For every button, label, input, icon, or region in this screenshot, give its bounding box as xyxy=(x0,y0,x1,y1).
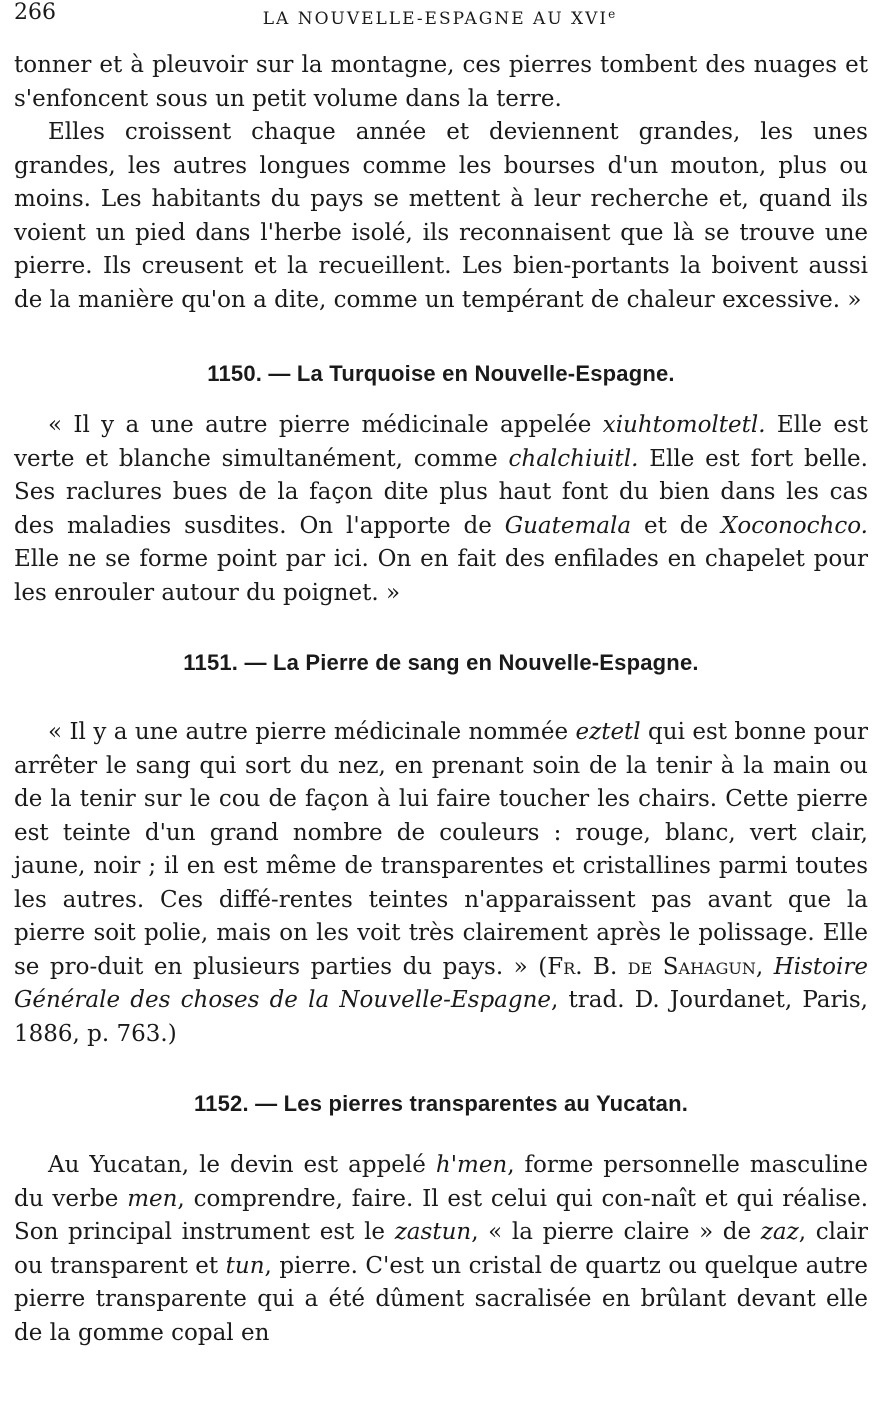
section-1152-paragraph: Au Yucatan, le devin est appelé h'men, forme personnelle masculine du verbe men, comprendre, faire. Il est celui qui con-naît et qui réalise. Son principal instrument est le zastun, « la pierre claire » de zaz, clair ou transparent et tun, pierre. C'est un cristal de quartz ou quelque autre pierre transparente qui a été dûment sacralisée en brûlant devant elle de la gomme copal en xyxy=(14,1152,869,1346)
term-zaz: zaz xyxy=(760,1219,799,1245)
section-heading-1151 xyxy=(14,648,868,678)
section-number: 1151. xyxy=(183,650,239,675)
heading-dash: — xyxy=(268,361,291,386)
term-chalchiuitl: chalchiuitl. xyxy=(508,445,639,472)
term-zastun: zastun xyxy=(394,1219,472,1245)
term-men: men xyxy=(127,1185,178,1212)
heading-dash: — xyxy=(244,650,267,675)
section-heading-1150 xyxy=(14,359,868,389)
place-xoconochco: Xoconochco. xyxy=(721,512,868,539)
section-number: 1152. xyxy=(193,1091,249,1116)
page-header xyxy=(14,0,864,30)
section-title: La Turquoise en Nouvelle-Espagne. xyxy=(296,361,675,386)
intro-paragraph-1: tonner et à pleuvoir sur la montagne, ces pierres tombent des nuages et s'enfoncent sous un petit volume dans la terre. xyxy=(14,52,868,112)
author-name: Fr. B. de Sahagun xyxy=(547,953,756,980)
section-heading-1152 xyxy=(14,1089,868,1119)
term-tun: tun xyxy=(225,1252,265,1279)
section-title: La Pierre de sang en Nouvelle-Espagne. xyxy=(272,650,699,675)
section-1150-paragraph: « Il y a une autre pierre médicinale appelée xiuhtomoltetl. Elle est verte et blanche simultanément, comme chalchiuitl. Elle est fort belle. Ses raclures bues de la façon dite plus haut font du bien dans les cas des maladies susdites. On l'apporte de Guatemala et de Xoconochco. Elle ne se forme point par ici. On en fait des enfilades en chapelet pour les enrouler autour du poignet. » xyxy=(14,412,868,606)
term-xiuhtomoltetl: xiuhtomoltetl. xyxy=(602,412,766,438)
page-body xyxy=(14,49,868,1350)
running-title-text: LA NOUVELLE-ESPAGNE AU XVI xyxy=(262,9,609,29)
page-number: 266 xyxy=(14,0,56,25)
term-eztetl: eztetl xyxy=(575,719,641,745)
section-1151-paragraph: « Il y a une autre pierre médicinale nommée eztetl qui est bonne pour arrêter le sang qui sort du nez, en prenant soin de la tenir à la main ou de la tenir sur le cou de façon à lui faire toucher les chairs. Cette pierre est teinte d'un grand nombre de couleurs : rouge, blanc, vert clair, jaune, noir ; il en est même de transparentes et cristallines parmi toutes les autres. Ces diffé-rentes teintes n'apparaissent pas avant que la pierre soit polie, mais on les voit très clairement après le polissage. Elle se pro-duit en plusieurs parties du pays. » (Fr. B. de Sahagun, Histoire Générale des choses de la Nouvelle-Espagne, trad. D. Jourdanet, Paris, 1886, p. 763.) xyxy=(14,719,868,1047)
book-title: Histoire Générale des choses de la Nouvelle-Espagne xyxy=(14,953,868,1013)
running-title xyxy=(14,3,864,30)
section-number: 1150. xyxy=(207,361,263,386)
heading-dash: — xyxy=(255,1091,278,1116)
intro-paragraph-2: Elles croissent chaque année et deviennent grandes, les unes grandes, les autres longues comme les bourses d'un mouton, plus ou moins. Les habitants du pays se mettent à leur recherche et, quand ils voient un pied dans l'herbe isolé, ils reconnaisent que là se trouve une pierre. Ils creusent et la recueillent. Les bien-portants la boivent aussi de la manière qu'on a dite, comme un tempérant de chaleur excessive. » xyxy=(14,119,868,313)
section-title: Les pierres transparentes au Yucatan. xyxy=(283,1091,689,1116)
term-hmen: h'men xyxy=(435,1152,508,1178)
place-guatemala: Guatemala xyxy=(504,512,632,539)
running-title-superscript: e xyxy=(608,7,616,21)
